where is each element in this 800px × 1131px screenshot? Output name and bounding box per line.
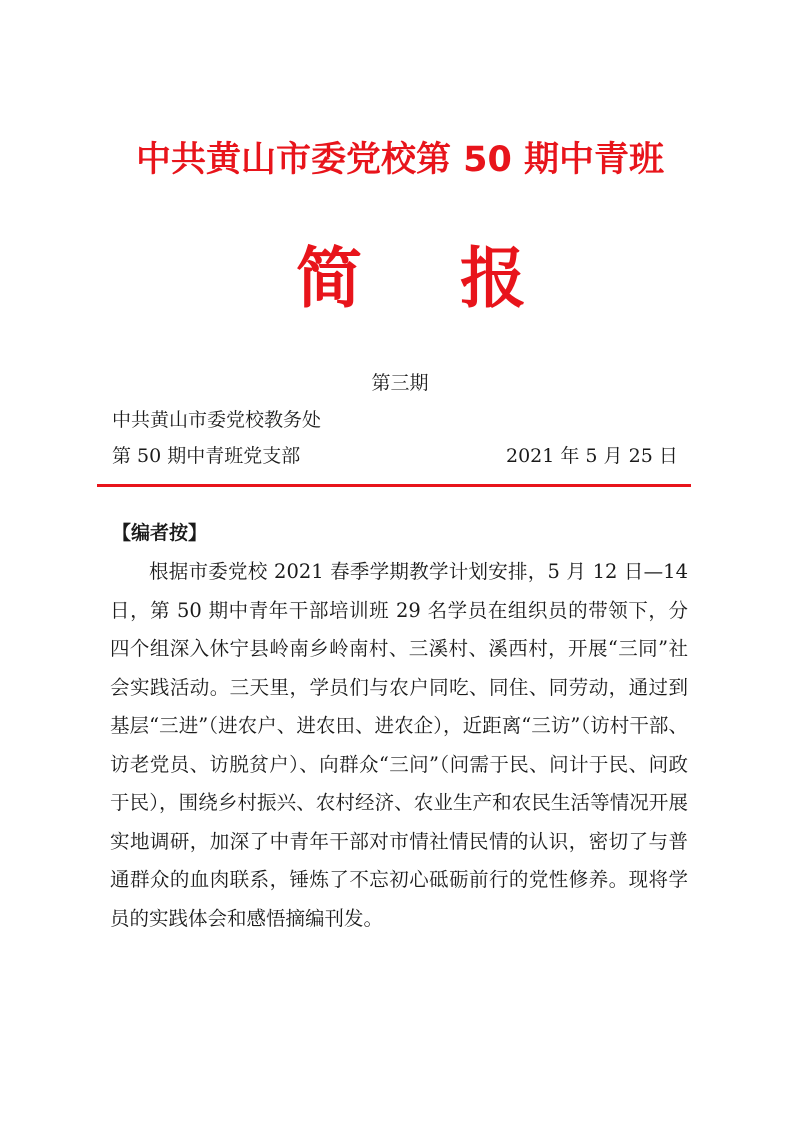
- newsletter-title-char-2: 报: [460, 239, 526, 317]
- publish-date: 2021 年 5 月 25 日: [506, 445, 678, 467]
- newsletter-title: [296, 236, 526, 320]
- issuer-line-2: 第 50 期中青班党支部: [112, 445, 301, 467]
- editor-note-label: 【编者按】: [112, 522, 208, 544]
- organization-title: 中共黄山市委党校第 50 期中青班: [135, 140, 665, 180]
- issue-number: 第三期: [371, 372, 429, 394]
- issuer-line-1: 中共黄山市委党校教务处: [112, 409, 322, 431]
- header-divider: [97, 484, 691, 487]
- editor-note-paragraph: 根据市委党校 2021 春季学期教学计划安排，5 月 12 日—14 日，第 50 期中青年干部培训班 29 名学员在组织员的带领下，分四个组深入休宁县岭南乡岭南村、三溪村、溪西村，开展“三同”社会实践活动。三天里，学员们与农户同吃、同住、同劳动，通过到基层“三进”（进农户、进农田、进农企），近距离“三访”（访村干部、访老党员、访脱贫户）、向群众“三问”（问需于民、问计于民、问政于民），围绕乡村振兴、农村经济、农业生产和农民生活等情况开展实地调研，加深了中青年干部对市情社情民情的认识，密切了与普通群众的血肉联系，锤炼了不忘初心砥砺前行的党性修养。现将学员的实践体会和感悟摘编刊发。: [110, 560, 688, 930]
- newsletter-title-char-1: 简: [296, 239, 362, 317]
